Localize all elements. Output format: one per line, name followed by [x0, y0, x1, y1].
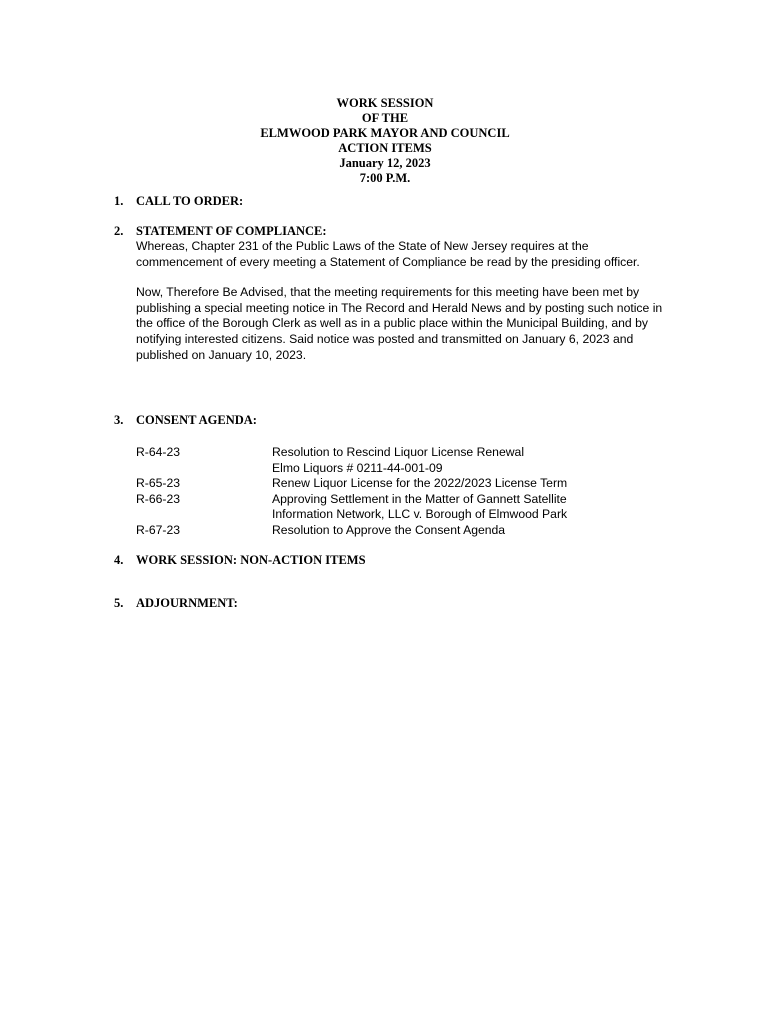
agenda-row: [136, 476, 656, 492]
section-number: 5.: [114, 596, 124, 610]
compliance-paragraph-now-therefore: Now, Therefore Be Advised, that the meeting requirements for this meeting have been met by publishing a special meeting notice in The Record and Herald News and by posting such notice in the office of the Borough Clerk as well as in a public place within the Municipal Building, and by notifying interested citizens. Said notice was posted and transmitted on January 6, 2023 and published on January 10, 2023.: [136, 285, 663, 362]
header-line-of-the: OF THE: [361, 111, 409, 125]
resolution-description: Renew Liquor License for the 2022/2023 License Term: [272, 476, 568, 490]
resolution-description: Elmo Liquors # 0211-44-001-09: [272, 460, 443, 475]
header-line-work-session: WORK SESSION: [336, 96, 434, 110]
section-title: WORK SESSION: NON-ACTION ITEMS: [136, 553, 366, 567]
agenda-row: [136, 523, 656, 539]
section-title: CONSENT AGENDA:: [136, 413, 257, 427]
resolution-description: Information Network, LLC v. Borough of Elmwood Park: [272, 507, 568, 521]
section-title: STATEMENT OF COMPLIANCE:: [136, 224, 327, 238]
agenda-row: [136, 492, 656, 508]
resolution-number: R-64-23: [136, 445, 181, 459]
header-line-date: January 12, 2023: [339, 156, 431, 170]
compliance-paragraph-whereas: Whereas, Chapter 231 of the Public Laws of the State of New Jersey requires at the commencement of every meeting a Statement of Compliance be read by the presiding officer.: [136, 239, 640, 269]
resolution-number: [136, 461, 272, 477]
agenda-row: [136, 507, 656, 523]
section-number: 3.: [114, 413, 124, 427]
resolution-description: Resolution to Rescind Liquor License Renewal: [272, 445, 525, 459]
section-heading: [114, 553, 674, 568]
header-line-action-items: ACTION ITEMS: [338, 141, 432, 155]
section-heading: [114, 596, 674, 611]
section-heading: [114, 413, 674, 428]
section-title: CALL TO ORDER:: [136, 194, 244, 208]
header-line-council: ELMWOOD PARK MAYOR AND COUNCIL: [260, 126, 510, 140]
section-consent-agenda: [114, 413, 674, 428]
section-number: 4.: [114, 553, 124, 567]
resolution-number: [136, 507, 272, 523]
agenda-row: [136, 445, 656, 461]
resolution-number: R-65-23: [136, 476, 181, 490]
section-number: 1.: [114, 194, 124, 208]
section-work-session-non-action: [114, 553, 674, 568]
section-adjournment: [114, 596, 674, 611]
header-line-time: 7:00 P.M.: [359, 171, 411, 185]
resolution-number: R-66-23: [136, 491, 181, 506]
document-header: [0, 96, 770, 186]
resolution-description: Approving Settlement in the Matter of Gannett Satellite: [272, 491, 567, 506]
section-heading: [114, 194, 674, 209]
section-call-to-order: [114, 194, 674, 209]
section-statement-of-compliance: [114, 224, 674, 363]
consent-agenda-list: [136, 445, 656, 538]
resolution-description: Resolution to Approve the Consent Agenda: [272, 522, 506, 537]
section-heading: [114, 224, 674, 239]
section-number: 2.: [114, 224, 124, 238]
section-title: ADJOURNMENT:: [136, 596, 238, 610]
agenda-row: [136, 461, 656, 477]
resolution-number: R-67-23: [136, 522, 181, 537]
